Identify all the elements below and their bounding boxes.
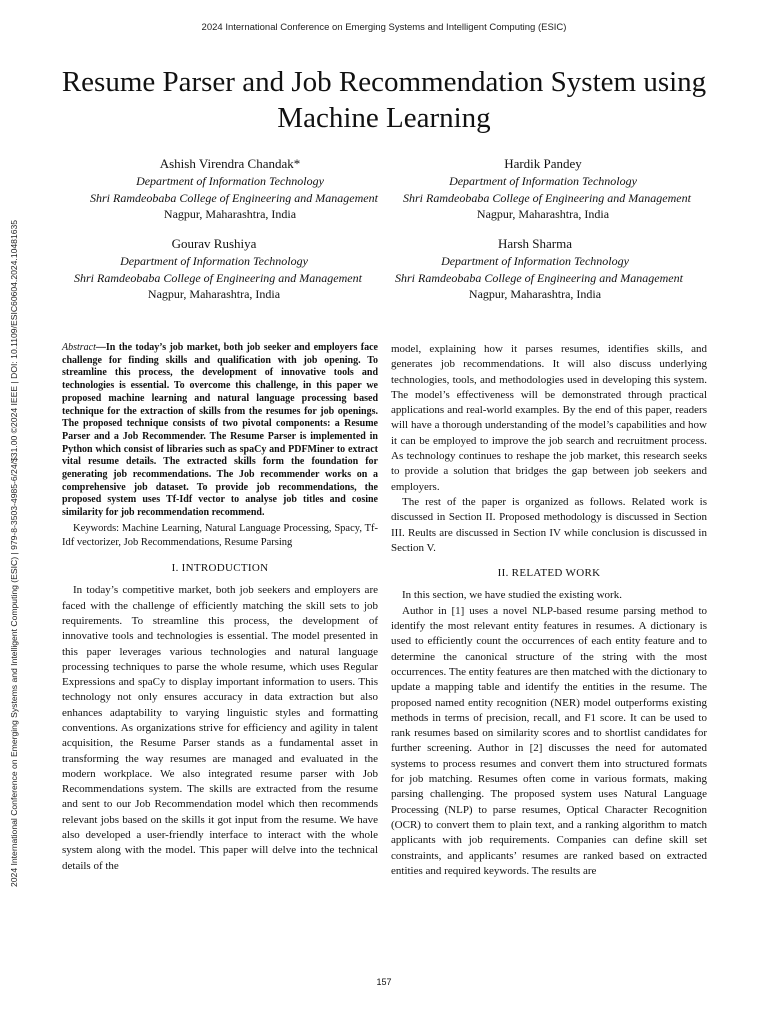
author-college: Shri Ramdeobaba College of Engineering and Management [74, 270, 362, 285]
author-department: Department of Information Technology [449, 174, 637, 188]
author-department: Department of Information Technology [120, 254, 308, 268]
author-department: Department of Information Technology [441, 254, 629, 268]
paper-title: Resume Parser and Job Recommendation System using Machine Learning [61, 66, 707, 134]
author-location: Nagpur, Maharashtra, India [476, 207, 610, 221]
right-column [391, 342, 707, 879]
author-college: Shri Ramdeobaba College of Engineering and Management [90, 190, 378, 205]
author-block-2 [403, 155, 691, 223]
author-block-3 [74, 235, 362, 303]
section-heading-related-work: II. RELATED WORK [497, 567, 601, 580]
paper-organization-paragraph: The rest of the paper is organized as follows. Related work is discussed in Section II. Proposed methodology is discussed in Section III. Reults are discussed in Section IV while conclusion is discussed in Section V. [391, 495, 707, 554]
author-name: Hardik Pandey [504, 156, 582, 171]
introduction-continuation: model, explaining how it parses resumes, identifies skills, and generates job recommendations. It will also discuss underlying technologies, tools, and methodologies used in developing this system. The model’s effectiveness will be demonstrated through practical applications and real-world examples. By the end of this paper, readers will have a thorough understanding of the model’s capabilities and how it can be employed to improve the job search and recruitment process. As technology continues to reshape the job market, this research seeks to provide a solution that bridges the gap between job seekers and employers. [391, 343, 707, 493]
abstract [62, 342, 378, 520]
author-location: Nagpur, Maharashtra, India [468, 287, 602, 301]
author-name: Harsh Sharma [497, 236, 572, 251]
related-work-paragraph: Author in [1] uses a novel NLP-based resume parsing method to identify the most relevant entity features in resumes. A dictionary is used to efficiently count the occurrences of each entity feature and to determine the canonical structure of the string with the most occurrences. The entity features are then matched with the dictionary to update a mapping table and identify the entities in the resume. The proposed named entity recognition (NER) model outperforms existing methods in terms of precision, recall, and F1 score. It can be used to rank resumes based on similarity scores and to shortlist candidates for further screening. Author in [2] discusses the need for automated systems to process resumes and convert them into structured formats for job matching. Resumes often come in various formats, making parsing challenging. The proposed system uses Natural Language Processing (NLP) to parse resumes, Optical Character Recognition (OCR) to convert them to plain text, and a ranking algorithm to match applicants with job requirements. Companies can define skill set constraints, and applicants’ resumes are ranked based on extracted entities and required keywords. The results are [391, 604, 707, 877]
author-department: Department of Information Technology [136, 174, 324, 188]
introduction-paragraph: In today’s competitive market, both job seekers and employers are faced with the challenge of efficiently matching the skill sets to job requirements. To streamline this process, the development of innovative tools and technologies is essential. The model presented in this paper leverages various technologies and natural language processing techniques to parse the whole resume, which uses Regular Expressions and spaCy to display important information to users. This technology not only ensures accuracy in data extraction but also enhances adaptability to varying linguistic styles and formatting conventions. As organizations strive for efficiency and agility in talent acquisition, the Resume Parser stands as a fundamental asset in transforming the way resumes are managed and evaluated in the modern workplace. We also integrated resume parser with Job Recommendations system. The skills are extracted from the resume and sent to our Job Recommendation model which then recommends relevant jobs based on the skills it got input from the resume. We have also developed a user-friendly interface to interact with the whole system along with the model. This paper will delve into the technical details of the [62, 584, 378, 872]
author-location: Nagpur, Maharashtra, India [147, 287, 281, 301]
author-block-4 [395, 235, 683, 303]
left-column [62, 342, 378, 874]
author-college: Shri Ramdeobaba College of Engineering and Management [395, 270, 683, 285]
related-work-intro: In this section, we have studied the existing work. [402, 589, 622, 602]
author-college: Shri Ramdeobaba College of Engineering and Management [403, 190, 691, 205]
side-identifier: 2024 International Conference on Emerging Systems and Intelligent Computing (ESIC) | 979-8-3503-4985-6/24/$31.00 ©2024 IEEE | DOI: 10.1109/ESIC60604.2024.10481635 [9, 219, 19, 887]
abstract-label: Abstract [62, 342, 96, 353]
conference-header: 2024 International Conference on Emerging Systems and Intelligent Computing (ESIC) [201, 22, 567, 33]
author-block-1 [90, 155, 378, 223]
author-name: Gourav Rushiya [171, 236, 257, 251]
page-number: 157 [376, 977, 392, 987]
abstract-text: —In the today’s job market, both job seeker and employers face challenge for finding skills and qualification with job opening. To streamline this process, the development of innovative tools and technologies is essential. To overcome this challenge, in this paper we proposed machine learning and natural language processing based technique for the extraction of skills from the resumes for job openings. The proposed technique consists of two pivotal components: a Resume Parser and a Job Recommender. The Resume Parser is implemented in Python which consist of libraries such as spaCy and PDFMiner to extract vital resume details. The extracted skills form the foundation for generating job recommendations. The Job recommender works on a comprehensive job dataset. To provide job recommendations, the proposed system uses Tf-Idf vector to analyse job titles and cosine similarity for job recommendation recommend. [62, 342, 378, 519]
section-heading-introduction: I. INTRODUCTION [171, 562, 269, 575]
author-name: Ashish Virendra Chandak* [159, 156, 301, 171]
author-location: Nagpur, Maharashtra, India [163, 207, 297, 221]
keywords: Keywords: Machine Learning, Natural Language Processing, Spacy, Tf-Idf vectorizer, Job Recommendations, Resume Parsing [62, 522, 378, 549]
